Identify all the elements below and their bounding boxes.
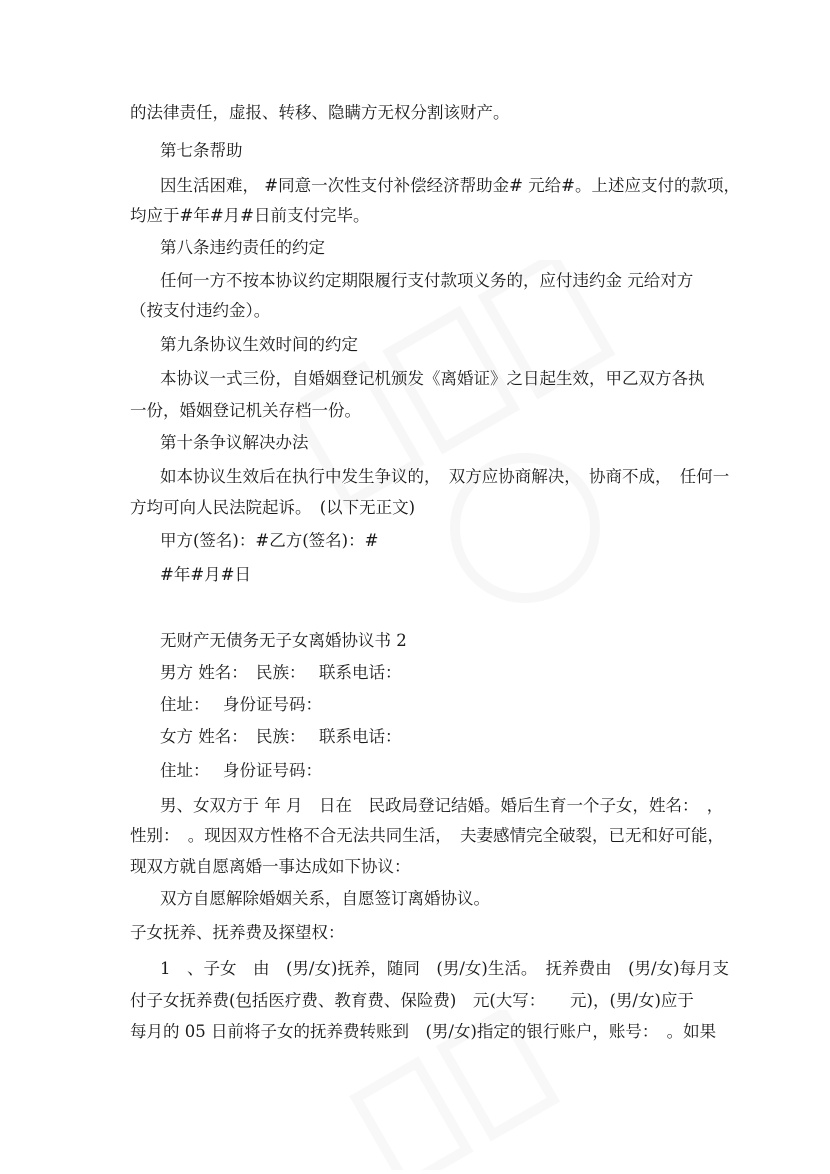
form-field-row: 女方 姓名： 民族： 联系电话： [160, 727, 402, 746]
text-line: 1 、子女 由 (男/女)抚养，随同 (男/女)生活。 抚养费由 (男/女)每月支 [160, 959, 730, 978]
text-line: 现双方就自愿离婚一事达成如下协议： [130, 857, 411, 876]
form-field-row: 住址： 身份证号码： [160, 695, 322, 714]
date-line: #年#月#日 [160, 565, 251, 584]
section-heading: 子女抚养、抚养费及探望权： [130, 923, 345, 942]
section-heading: 第九条协议生效时间的约定 [160, 335, 358, 354]
watermark-logo [300, 260, 660, 640]
text-line: 如本协议生效后在执行中发生争议的， 双方应协商解决， 协商不成， 任何一 [160, 467, 730, 486]
text-line: （按支付违约金）。 [130, 301, 271, 320]
signature-line: 甲方(签名)：#乙方(签名)：# [160, 531, 379, 550]
form-field-row: 男方 姓名： 民族： 联系电话： [160, 663, 402, 682]
text-line: 一份，婚姻登记机关存档一份。 [130, 401, 361, 420]
form-field-row: 住址： 身份证号码： [160, 761, 322, 780]
document-title: 无财产无债务无子女离婚协议书 2 [160, 631, 407, 650]
section-heading: 第七条帮助 [160, 141, 243, 160]
text-line: 性别： 。现因双方性格不合无法共同生活， 夫妻感情完全破裂，已无和好可能， [130, 826, 724, 845]
text-line: 男、女双方于 年 月 日在 民政局登记结婚。婚后生育一个子女，姓名： ， [160, 796, 724, 815]
text-line: 双方自愿解除婚姻关系，自愿签订离婚协议。 [160, 889, 490, 908]
text-line: 任何一方不按本协议约定期限履行支付款项义务的，应付违约金 元给对方 [160, 271, 694, 290]
text-line: 因生活困难， #同意一次性支付补偿经济帮助金# 元给#。上述应支付的款项， [160, 176, 740, 195]
text-line: 每月的 05 日前将子女的抚养费转账到 (男/女)指定的银行账户，账号： 。如果 [130, 1022, 717, 1041]
section-heading: 第八条违约责任的约定 [160, 238, 325, 257]
text-line: 均应于#年#月#日前支付完毕。 [130, 206, 370, 225]
section-heading: 第十条争议解决办法 [160, 433, 309, 452]
text-line: 本协议一式三份，自婚姻登记机颁发《离婚证》之日起生效，甲乙双方各执 [160, 369, 705, 388]
text-line: 的法律责任，虚报、转移、隐瞒方无权分割该财产。 [130, 103, 510, 122]
text-line: 方均可向人民法院起诉。 (以下无正文) [130, 498, 416, 517]
text-line: 付子女抚养费(包括医疗费、教育费、保险费) 元(大写： 元)，(男/女)应于 [130, 991, 694, 1010]
